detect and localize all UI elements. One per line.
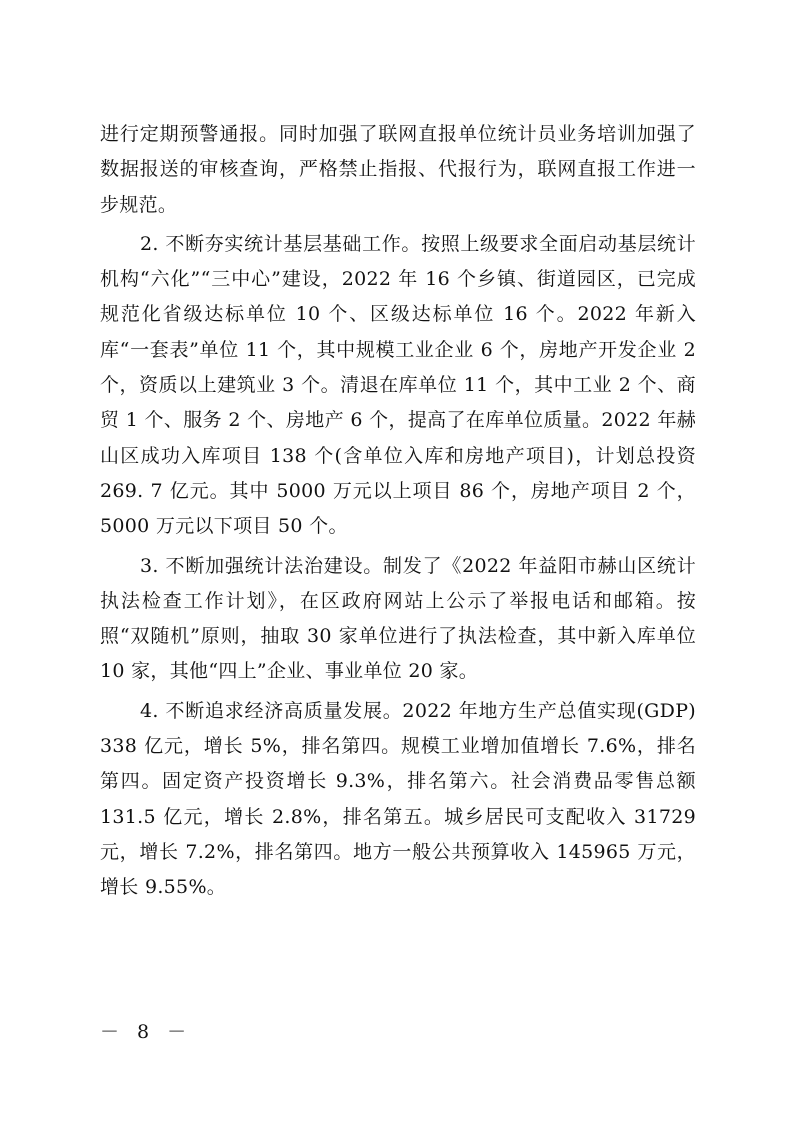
paragraph-grassroots-work: 2. 不断夯实统计基层基础工作。按照上级要求全面启动基层统计机构“六化”“三中心”建设，2022 年 16 个乡镇、街道园区，已完成规范化省级达标单位 10 个、区级达标单位 16 个。2022 年新入库“一套表”单位 11 个，其中规模工业企业 6 个，房地产开发企业 2 个，资质以上建筑业 3 个。清退在库单位 11 个，其中工业 2 个、商贸 1 个、服务 2 个、房地产 6 个，提高了在库单位质量。2022 年赫山区成功入库项目 138 个(含单位入库和房地产项目)，计划总投资 269. 7 亿元。其中 5000 万元以上项目 86 个，房地产项目 2 个，5000 万元以下项目 50 个。 [100,232,696,538]
paragraph-economic-development: 4. 不断追求经济高质量发展。2022 年地方生产总值实现(GDP) 338 亿元，增长 5%，排名第四。规模工业增加值增长 7.6%，排名第四。固定资产投资增长 9.3%，排名第六。社会消费品零售总额 131.5 亿元，增长 2.8%，排名第五。城乡居民可支配收入 31729 元，增长 7.2%，排名第四。地方一般公共预算收入 145965 万元，增长 9.55%。 [100,699,696,899]
paragraph-rule-of-law: 3. 不断加强统计法治建设。制发了《2022 年益阳市赫山区统计执法检查工作计划》，在区政府网站上公示了举报电话和邮箱。按照“双随机”原则，抽取 30 家单位进行了执法检查，其中新入库单位 10 家，其他“四上”企业、事业单位 20 家。 [100,554,696,683]
page-number: － 8 － [100,1021,193,1043]
document-body [100,117,696,910]
paragraph-continuation: 进行定期预警通报。同时加强了联网直报单位统计员业务培训加强了数据报送的审核查询，严格禁止指报、代报行为，联网直报工作进一步规范。 [100,123,696,216]
